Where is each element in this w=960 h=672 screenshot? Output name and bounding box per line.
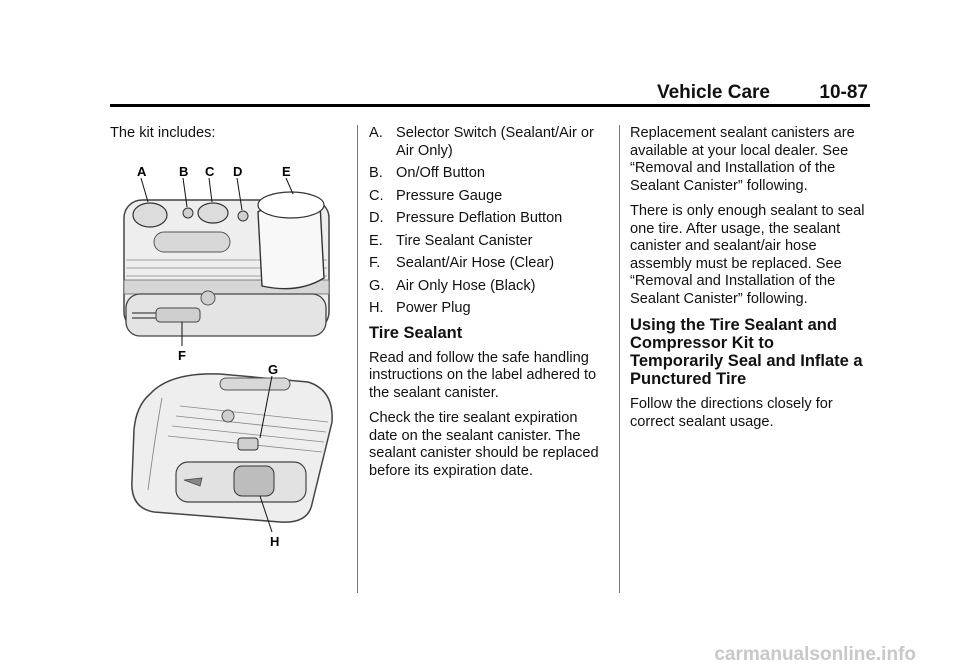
kit-intro: The kit includes: <box>110 125 216 141</box>
callout-f: F <box>178 348 186 363</box>
callout-e: E <box>282 164 291 179</box>
legend-item: A. Selector Switch (Sealant/Air or Air Only) <box>369 125 594 159</box>
callout-d: D <box>233 164 243 179</box>
callout-b: B <box>179 164 189 179</box>
column-divider-2 <box>619 125 620 593</box>
legend-item: C. Pressure Gauge <box>369 187 503 204</box>
page-number: 10-87 <box>819 82 868 103</box>
safe-handling-paragraph: Read and follow the safe handling instructions on the label adhered to the sealant canister. <box>369 349 597 401</box>
legend-item: B. On/Off Button <box>369 165 485 181</box>
page-header <box>110 80 870 107</box>
kit-upper-view <box>124 164 329 363</box>
kit-diagram <box>110 160 350 550</box>
expiration-paragraph: Check the tire sealant expiration date on the sealant canister. The sealant canister should be replaced before its expiration date. <box>369 410 599 479</box>
callout-c: C <box>205 164 215 179</box>
legend-item: F. Sealant/Air Hose (Clear) <box>369 255 555 271</box>
replacement-paragraph: Replacement sealant canisters are available at your local dealer. See “Removal and Installation of the Sealant Canister” following. <box>630 125 855 194</box>
legend-item: E. Tire Sealant Canister <box>369 232 533 249</box>
callout-g: G <box>268 362 279 377</box>
column-1 <box>110 125 350 151</box>
tire-sealant-heading: Tire Sealant <box>369 323 463 342</box>
legend-item: H. Power Plug <box>369 300 471 316</box>
using-kit-heading: Using the Tire Sealant and Compressor Kit to Temporarily Seal and Inflate a Punctured Tire <box>630 316 863 388</box>
column-3 <box>630 125 870 439</box>
kit-lower-view <box>132 362 332 549</box>
column-divider-1 <box>357 125 358 593</box>
watermark: carmanualsonline.info <box>714 644 916 665</box>
one-tire-paragraph: There is only enough sealant to seal one tire. After usage, the sealant canister and sealant/air hose assembly must be replaced. See “Removal and Installation of the Sealant Canister” following. <box>630 203 865 307</box>
callout-a: A <box>137 164 147 179</box>
kit-components-legend <box>369 125 609 318</box>
column-2 <box>369 125 609 488</box>
callout-h: H <box>270 534 280 549</box>
compressor-kit-illustration <box>110 160 350 550</box>
legend-item: G. Air Only Hose (Black) <box>369 277 536 294</box>
legend-item: D. Pressure Deflation Button <box>369 210 563 226</box>
directions-paragraph: Follow the directions closely for correct sealant usage. <box>630 396 833 430</box>
section-title: Vehicle Care <box>656 82 770 103</box>
